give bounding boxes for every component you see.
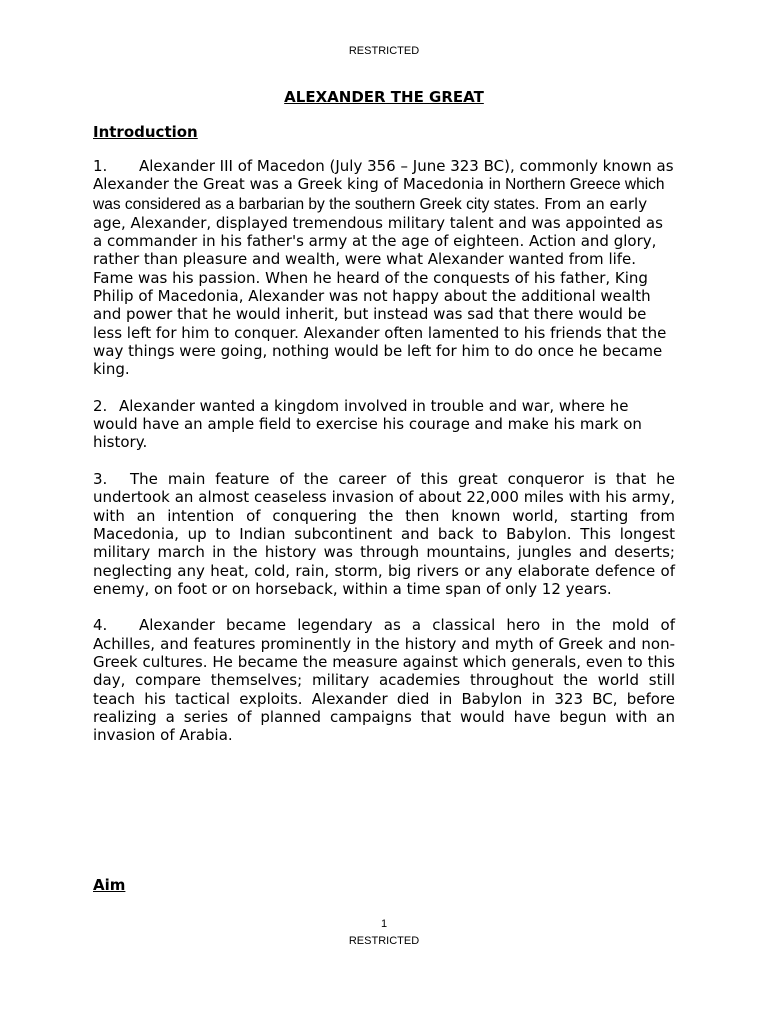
- paragraph-number: 3.: [93, 470, 108, 489]
- paragraph-3: [93, 470, 675, 598]
- paragraph-text-part1: Alexander III of Macedon (July 356 – June 323 BC), commonly known as Alexander the Great was a Greek king of Macedonia: [93, 157, 674, 194]
- paragraph-4: [93, 616, 675, 744]
- paragraph-1: [93, 157, 675, 379]
- paragraph-text: Alexander wanted a kingdom involved in trouble and war, where he would have an ample field to exercise his courage and make his mark on history.: [93, 396, 642, 452]
- paragraph-text: The main feature of the career of this great conqueror is that he undertook an almost ceaseless invasion of about 22,000 miles with his army, with an intention of conquering the then known world, starting from Macedonia, up to Indian subcontinent and back to Babylon. This longest military march in the history was through mountains, jungles and deserts; neglecting any heat, cold, rain, storm, big rivers or any elaborate defence of enemy, on foot or on horseback, within a time span of only 12 years.: [93, 470, 675, 598]
- document-body: [93, 157, 675, 763]
- document-title: ALEXANDER THE GREAT: [284, 88, 484, 106]
- paragraph-number: 2.: [93, 396, 108, 415]
- paragraph-text: Alexander became legendary as a classical hero in the mold of Achilles, and features prominently in the history and myth of Greek and non-Greek cultures. He became the measure against which generals, even to this day, compare themselves; military academies throughout the world still teach his tactical exploits. Alexander died in Babylon in 323 BC, before realizing a series of planned campaigns that would have begun with an invasion of Arabia.: [93, 616, 675, 745]
- introduction-heading: Introduction: [93, 123, 198, 141]
- header-classification: RESTRICTED: [348, 45, 420, 57]
- paragraph-number: 1.: [93, 157, 108, 175]
- footer-classification: RESTRICTED: [348, 935, 420, 947]
- page-number: 1: [380, 918, 388, 930]
- paragraph-text-part3: From an early age, Alexander, displayed tremendous military talent and was appointed as a commander in his father's army at the age of eighteen. Action and glory, rather than pleasure and wealth, were what Alexander wanted from life. Fame was his passion. When he heard of the conquests of his father, King Philip of Macedonia, Alexander was not happy about the additional wealth and power that he would inherit, but instead was sad that there would be less left for him to conquer. Alexander often lamented to his friends that the way things were going, nothing would be left for him to do once he became king.: [93, 194, 667, 379]
- paragraph-2: [93, 397, 675, 452]
- paragraph-number: 4.: [93, 616, 108, 635]
- paragraph-text-part2: in Northern Greece which was considered as a barbarian by the southern Greek city states.: [93, 176, 665, 213]
- aim-heading: Aim: [93, 876, 126, 894]
